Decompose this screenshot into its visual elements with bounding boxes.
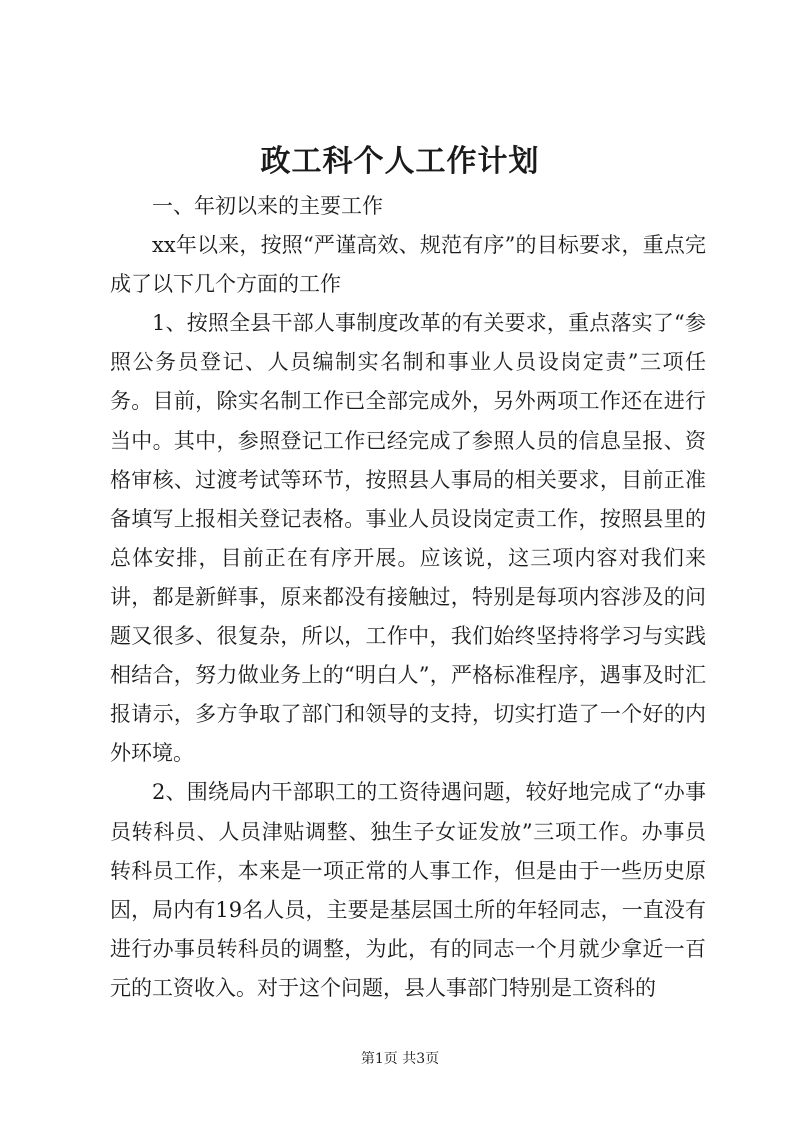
document-title: 政工科个人工作计划 [260, 144, 540, 179]
document-body [110, 187, 706, 1008]
section-heading: 一、年初以来的主要工作 [152, 194, 383, 218]
page-footer: 第1页 共3页 [360, 1051, 440, 1067]
paragraph-2: 2、围绕局内干部职工的工资待遇问题，较好地完成了“办事员转科员、人员津贴调整、独生子女证发放”三项工作。办事员转科员工作，本来是一项正常的人事工作，但是由于一些历史原因，局内有19名人员，主要是基层国土所的年轻同志，一直没有进行办事员转科员的调整，为此，有的同志一个月就少拿近一百元的工资收入。对于这个问题，县人事部门特别是工资科的 [110, 780, 706, 1000]
intro-paragraph: xx年以来，按照“严谨高效、规范有序”的目标要求，重点完成了以下几个方面的工作 [110, 233, 706, 297]
paragraph-1: 1、按照全县干部人事制度改革的有关要求，重点落实了“参照公务员登记、人员编制实名制和事业人员设岗定责”三项任务。目前，除实名制工作已全部完成外，另外两项工作还在进行当中。其中，参照登记工作已经完成了参照人员的信息呈报、资格审核、过渡考试等环节，按照县人事局的相关要求，目前正准备填写上报相关登记表格。事业人员设岗定责工作，按照县里的总体安排，目前正在有序开展。应该说，这三项内容对我们来讲，都是新鲜事，原来都没有接触过，特别是每项内容涉及的问题又很多、很复杂，所以，工作中，我们始终坚持将学习与实践相结合，努力做业务上的“明白人”，严格标准程序，遇事及时汇报请示，多方争取了部门和领导的支持，切实打造了一个好的内外环境。 [110, 311, 706, 766]
